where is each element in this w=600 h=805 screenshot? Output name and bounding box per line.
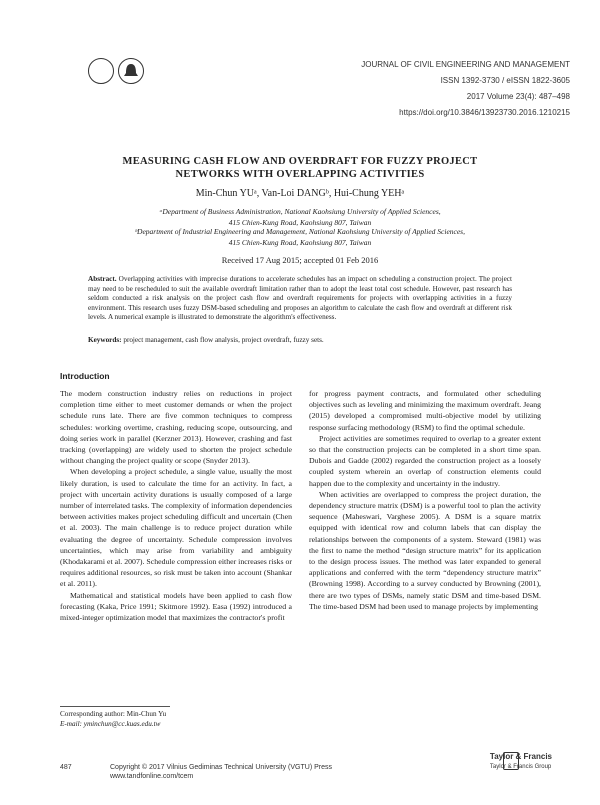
footnote-rule xyxy=(60,706,170,707)
paper-title: MEASURING CASH FLOW AND OVERDRAFT FOR FUZZY PROJECT NETWORKS WITH OVERLAPPING ACTIVITIES xyxy=(122,156,478,180)
paragraph: Project activities are sometimes required to overlap to a greater extent so that the construction projects can be completed in a short time span. Dubois and Gadde (2002) regarded the construction project as a loosely coupled system wherein an overlap of construction elements could happen due to the complexity and uncertainty in the industry. xyxy=(309,433,541,488)
keywords-label: Keywords: xyxy=(88,336,122,344)
paragraph: for progress payment contracts, and formulated other scheduling objectives such as leveling and minimizing the maximum overdraft. Jeang (2015) developed a compromised multi-objective model by utilizing response surfacing methodology (RSM) to find the optimal schedule. xyxy=(309,389,541,432)
abstract xyxy=(88,275,512,323)
doi-link[interactable]: https://doi.org/10.3846/13923730.2016.1210215 xyxy=(399,108,570,117)
paragraph: When activities are overlapped to compress the project duration, the dependency structure matrix (DSM) is a powerful tool to plan the activity sequence (Maheswari, Varghese 2005). A DSM is a square matrix equipped with identical row and column labels that can display the relationships between the components of a system. Steward (1981) was the first to name the method “design structure matrix” for its application to the design process issues. The method was later expanded to general applications and conferred with the term “dependency structure matrix” (Browning 1998). According to a survey conducted by Browning (2001), there are two types of DSMs, namely static DSM and time-based DSM. The time-based DSM had been used to manage projects by implementing xyxy=(309,489,541,611)
issn: ISSN 1392-3730 / eISSN 1822-3605 xyxy=(440,76,570,85)
authors: Min-Chun YUᵃ, Van-Loi DANGᵇ, Hui-Chung YEHᵃ xyxy=(195,188,405,199)
paragraph: The modern construction industry relies on reductions in project completion time either to meet customer demands or when the project schedule runs late. There are five common techniques to compress schedules: working overtime, crashing, reducing scope, outsourcing, and doing series work in parallel (Kerzner 2013). However, crashing and fast tracking (overlapping) are widely used to shorten the project schedule without changing the project quality or scope (Snyder 2013). xyxy=(60,389,292,466)
section-heading: Introduction xyxy=(60,371,110,381)
right-column xyxy=(309,388,541,612)
affiliation-a: ᵃDepartment of Business Administration, National Kaohsiung University of Applied Sciences, 415 Chien-Kung Road, Kaohsiung 807, Taiwan xyxy=(159,207,441,227)
paragraph: When developing a project schedule, a single value, usually the most likely duration, is used to calculate the time for an activity. In fact, a project with uncertain activity durations is usually composed of a large number of interrelated tasks. The complexity of information dependencies between activities makes project scheduling difficult and uncertain (Chen et al. 2003). The main challenge is to reduce project duration while evaluating the degree of uncertainty. Schedule compression involves uncertainties, which may arise from variability and ambiguity (Khodakarami et al. 2007). Schedule compression either increases risks or requires additional resources, so risk must be taken into account (Shankar et al. 2011). xyxy=(60,467,292,589)
journal-name: JOURNAL OF CIVIL ENGINEERING AND MANAGEMENT xyxy=(361,60,570,69)
bell-logo xyxy=(118,58,144,84)
email[interactable]: E-mail: yminchun@cc.kuas.edu.tw xyxy=(60,719,161,728)
volume: 2017 Volume 23(4): 487–498 xyxy=(466,92,570,101)
left-column xyxy=(60,388,292,623)
keywords xyxy=(88,336,512,344)
affiliation-b: ᵇDepartment of Industrial Engineering and Management, National Kaohsiung University of Applied Sciences, 415 Chien-Kung Road, Kaohsiung 807, Taiwan xyxy=(135,227,465,247)
keywords-text: project management, cash flow analysis, project overdraft, fuzzy sets. xyxy=(123,336,324,344)
abstract-text: Overlapping activities with imprecise durations to accelerate schedules has an impact on scheduling a construction project. The project may need to be rescheduled to suit the available overdraft limitation rather than to adopt the least total cost schedule. However, past research has seldom conducted a risk analysis on the project cash flow and overdraft requirements for projects with overlapping activities in a fuzzy environment. This research uses fuzzy DSM-based scheduling and proposes an algorithm to calculate the cash flow and overdraft at different risk levels. A numerical example is illustrated to demonstrate the algorithm's effectiveness. xyxy=(88,275,512,322)
journal-url[interactable]: www.tandfonline.com/tcem xyxy=(110,773,194,780)
copyright: Copyright © 2017 Vilnius Gediminas Technical University (VGTU) Press www.tandfonline.com/tcem xyxy=(110,764,332,780)
publisher-logo: Taylor & Francis Taylor & Francis Group xyxy=(489,752,552,770)
corresponding-author: Corresponding author: Min-Chun Yu E-mail: yminchun@cc.kuas.edu.tw xyxy=(60,710,167,728)
bell-icon xyxy=(119,59,143,83)
paragraph: Mathematical and statistical models have been applied to cash flow forecasting (Kaka, Price 1991; Skitmore 1992). Easa (1992) introduced a mixed-integer optimization model that maximizes the contractor's profit xyxy=(60,590,292,623)
university-seal-logo xyxy=(88,58,114,84)
received-dates: Received 17 Aug 2015; accepted 01 Feb 2016 xyxy=(221,255,379,265)
abstract-label: Abstract. xyxy=(88,275,117,283)
page-number: 487 xyxy=(60,764,72,771)
